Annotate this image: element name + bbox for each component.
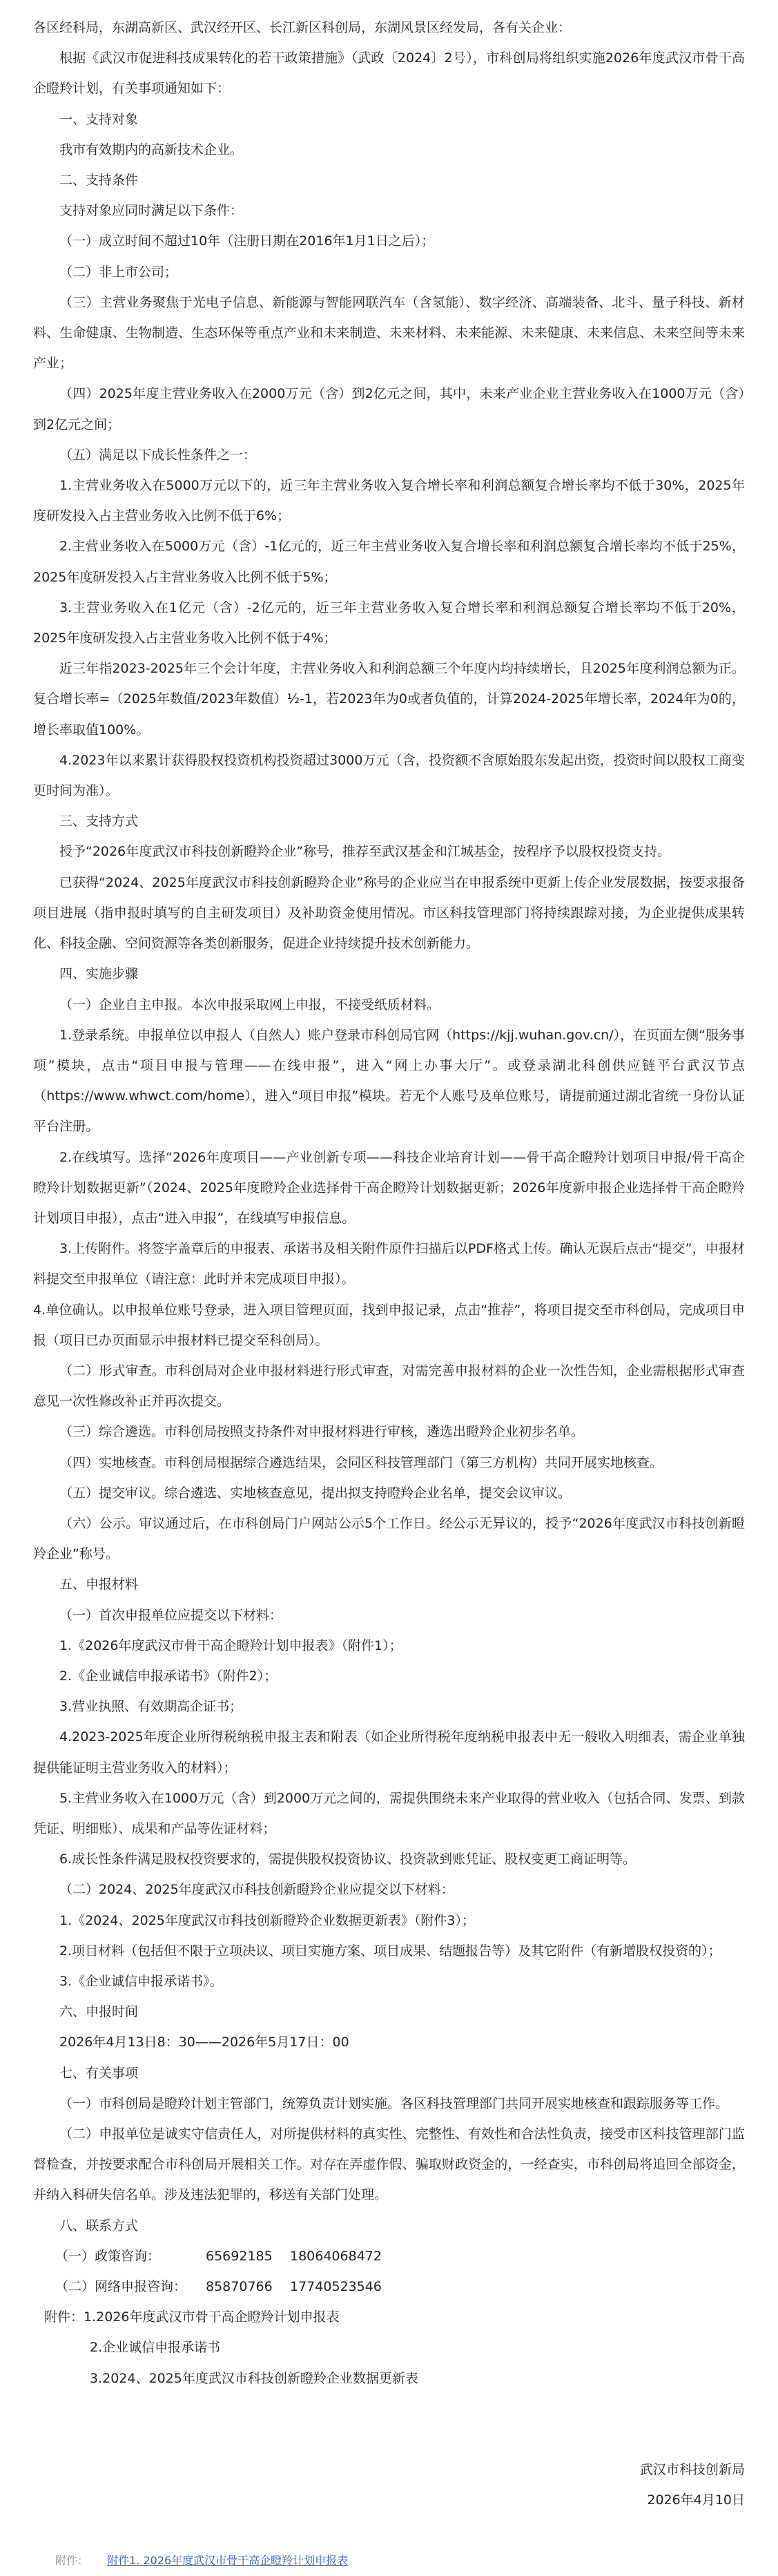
paragraph-1: 各区经科局，东湖高新区、武汉经开区、长江新区科创局，东湖风景区经发局，各有关企业： [33, 20, 572, 35]
paragraph-36: 4.2023-2025年度企业所得税纳税申报主表和附表（如企业所得税年度纳税申报表中无一般收入明细表，需企业单独提供能证明主营业务收入的材料）； [33, 1729, 745, 1776]
paragraph-19: 已获得“2024、2025年度武汉市科技创新瞪羚企业”称号的企业应当在申报系统中更新上传企业发展数据，按要求报备项目进展（指申报时填写的自主研发项目）及补助资金使用情况。市区科技管理部门将持续跟踪对接，为企业提供成果转化、科技金融、空间资源等各类创新服务，促进企业持续提升技术创新能力。 [33, 874, 745, 952]
notice-body [33, 12, 745, 2241]
attachment-item-2: 2.企业诚信申报承诺书 [90, 2340, 221, 2356]
paragraph-3: 一、支持对象 [59, 111, 139, 127]
paragraph-22: 1.登录系统。申报单位以申报人（自然人）账户登录市科创局官网（https://kjj.wuhan.gov.cn/），在页面左侧“服务事项”模块，点击“项目申报与管理——在线申报”，进入“网上办事大厅”。或登录湖北科创供应链平台武汉节点（https://www.whwct.com/home），进入“项目申报”模块。若无个人账号及单位账号，请提前通过湖北省统一身份认证平台注册。 [33, 1027, 745, 1135]
attachment-list [33, 2302, 745, 2394]
paragraph-8: （二）非上市公司； [59, 264, 178, 280]
paragraph-42: 3.《企业诚信申报承诺书》。 [59, 1974, 223, 1989]
paragraph-34: 2.《企业诚信申报承诺书》（附件2）； [59, 1668, 278, 1684]
attachment-item-1: 1.2026年度武汉市骨干高企瞪羚计划申报表 [84, 2309, 340, 2325]
attachment-download-link[interactable]: 附件1. 2026年度武汉市骨干高企瞪羚计划申报表 [107, 2554, 349, 2568]
paragraph-43: 六、申报时间 [59, 2004, 139, 2020]
paragraph-25: 4.单位确认。以申报单位账号登录，进入项目管理页面，找到申报记录，点击“推荐”，将项目提交至市科创局，完成项目申报（项目已办页面显示申报材料已提交至科创局）。 [33, 1302, 745, 1348]
paragraph-48: 八、联系方式 [59, 2218, 139, 2233]
paragraph-7: （一）成立时间不超过10年（注册日期在2016年1月1日之后）； [59, 233, 435, 249]
contact-label: （二）网络申报咨询： [55, 2279, 187, 2295]
paragraph-5: 二、支持条件 [59, 173, 139, 189]
contact-mobile: 17740523546 [290, 2279, 382, 2295]
paragraph-40: 1.《2024、2025年度武汉市科技创新瞪羚企业数据更新表》（附件3）； [59, 1912, 475, 1928]
paragraph-20: 四、实施步骤 [59, 966, 139, 982]
paragraph-10: （四）2025年度主营业务收入在2000万元（含）到2亿元之间，其中，未来产业企业主营业务收入在1000万元（含）到2亿元之间； [33, 386, 745, 432]
contact-row-policy [33, 2241, 745, 2271]
paragraph-44: 2026年4月13日8：30——2026年5月17日：00 [59, 2035, 349, 2050]
paragraph-47: （二）申报单位是诚实守信责任人，对所提供材料的真实性、完整性、有效性和合法性负责，接受市区科技管理部门监督检查，并按要求配合市科创局开展相关工作。对存在弄虚作假、骗取财政资金的，一经查实，市科创局将追回全部资金，并纳入科研失信名单。涉及违法犯罪的，移送有关部门处理。 [33, 2126, 745, 2203]
paragraph-39: （二）2024、2025年度武汉市科技创新瞪羚企业应提交以下材料： [59, 1882, 454, 1898]
contact-phone: 65692185 [206, 2248, 273, 2264]
paragraph-2: 根据《武汉市促进科技成果转化的若干政策措施》（武政〔2024〕2号），市科创局将组织实施2026年度武汉市骨干高企瞪羚计划，有关事项通知如下： [33, 50, 745, 97]
paragraph-31: 五、申报材料 [59, 1577, 139, 1593]
paragraph-27: （三）综合遴选。市科创局按照支持条件对申报材料进行审核，遴选出瞪羚企业初步名单。 [59, 1424, 585, 1440]
attachment-item-3: 3.2024、2025年度武汉市科技创新瞪羚企业数据更新表 [90, 2370, 418, 2386]
paragraph-29: （五）提交审议。综合遴选、实地核查意见，提出拟支持瞪羚企业名单，提交会议审议。 [59, 1485, 572, 1501]
paragraph-15: 近三年指2023-2025年三个会计年度，主营业务收入和利润总额三个年度内均持续增长，且2025年度利润总额为正。复合增长率=（2025年数值/2023年数值）½-1，若2023年为0或者负值的，计算2024-2025年增长率，2024年为0的，增长率取值100%。 [33, 661, 745, 738]
paragraph-14: 3.主营业务收入在1亿元（含）-2亿元的，近三年主营业务收入复合增长率和利润总额复合增长率均不低于20%，2025年度研发投入占主营业务收入比例不低于4%； [33, 599, 745, 646]
paragraph-33: 1.《2026年度武汉市骨干高企瞪羚计划申报表》（附件1）； [59, 1637, 402, 1653]
signature-date: 2026年4月10日 [647, 2492, 745, 2508]
contact-mobile: 18064068472 [290, 2248, 382, 2264]
footer-attachment-label: 附件： [55, 2554, 89, 2568]
paragraph-32: （一）首次申报单位应提交以下材料： [59, 1607, 283, 1623]
paragraph-6: 支持对象应同时满足以下条件： [59, 203, 244, 219]
paragraph-46: （一）市科创局是瞪羚计划主管部门，统筹负责计划实施。各区科技管理部门共同开展实地核查和跟踪服务等工作。 [59, 2095, 729, 2111]
contact-row-online [33, 2271, 745, 2302]
paragraph-45: 七、有关事项 [59, 2065, 139, 2081]
attachment-label: 附件： [44, 2309, 84, 2325]
paragraph-30: （六）公示。审议通过后，在市科创局门户网站公示5个工作日。经公示无异议的，授予“2026年度武汉市科技创新瞪羚企业”称号。 [33, 1515, 745, 1562]
contact-list [33, 2241, 745, 2302]
paragraph-24: 3.上传附件。将签字盖章后的申报表、承诺书及相关附件原件扫描后以PDF格式上传。确认无误后点击“提交”，申报材料提交至申报单位（请注意：此时并未完成项目申报）。 [33, 1241, 745, 1287]
attachment-item [33, 2302, 745, 2332]
paragraph-18: 授予“2026年度武汉市科技创新瞪羚企业”称号，推荐至武汉基金和江城基金，按程序予以股权投资支持。 [59, 844, 671, 860]
paragraph-11: （五）满足以下成长性条件之一： [59, 447, 257, 463]
footer-attachment [33, 2546, 745, 2576]
paragraph-35: 3.营业执照、有效期高企证书； [59, 1699, 243, 1715]
paragraph-38: 6.成长性条件满足股权投资要求的，需提供股权投资协议、投资款到账凭证、股权变更工商证明等。 [59, 1852, 636, 1867]
paragraph-41: 2.项目材料（包括但不限于立项决议、项目实施方案、项目成果、结题报告等）及其它附件（有新增股权投资的）； [59, 1943, 721, 1959]
paragraph-37: 5.主营业务收入在1000万元（含）到2000万元之间的，需提供围绕未来产业取得的营业收入（包括合同、发票、到款凭证、明细账）、成果和产品等佐证材料； [33, 1790, 745, 1836]
paragraph-28: （四）实地核查。市科创局根据综合遴选结果，会同区科技管理部门（第三方机构）共同开展实地核查。 [59, 1454, 663, 1470]
contact-phone: 85870766 [206, 2279, 273, 2295]
paragraph-4: 我市有效期内的高新技术企业。 [59, 142, 244, 157]
contact-label: （一）政策咨询： [55, 2248, 161, 2264]
paragraph-23: 2.在线填写。选择“2026年度项目——产业创新专项——科技企业培育计划——骨干高企瞪羚计划项目申报/骨干高企瞪羚计划数据更新”（2024、2025年度瞪羚企业选择骨干高企瞪羚计划数据更新；2026年度新申报企业选择骨干高企瞪羚计划项目申报），点击“进入申报”，在线填写申报信息。 [33, 1149, 745, 1226]
paragraph-17: 三、支持方式 [59, 814, 139, 829]
paragraph-26: （二）形式审查。市科创局对企业申报材料进行形式审查，对需完善申报材料的企业一次性告知，企业需根据形式审查意见一次性修改补正并再次提交。 [33, 1363, 745, 1410]
paragraph-9: （三）主营业务聚焦于光电子信息、新能源与智能网联汽车（含氢能）、数字经济、高端装备、北斗、量子科技、新材料、生命健康、生物制造、生态环保等重点产业和未来制造、未来材料、未来能源、未来健康、未来信息、未来空间等未来产业； [33, 294, 745, 372]
signature-org: 武汉市科技创新局 [639, 2461, 745, 2477]
paragraph-13: 2.主营业务收入在5000万元（含）-1亿元的，近三年主营业务收入复合增长率和利润总额复合增长率均不低于25%，2025年度研发投入占主营业务收入比例不低于5%； [33, 539, 745, 585]
paragraph-12: 1.主营业务收入在5000万元以下的，近三年主营业务收入复合增长率和利润总额复合增长率均不低于30%，2025年度研发投入占主营业务收入比例不低于6%； [33, 478, 745, 524]
paragraph-21: （一）企业自主申报。本次申报采取网上申报，不接受纸质材料。 [59, 997, 440, 1012]
paragraph-16: 4.2023年以来累计获得股权投资机构投资超过3000万元（含，投资额不含原始股东发起出资，投资时间以股权工商变更时间为准）。 [33, 752, 745, 799]
